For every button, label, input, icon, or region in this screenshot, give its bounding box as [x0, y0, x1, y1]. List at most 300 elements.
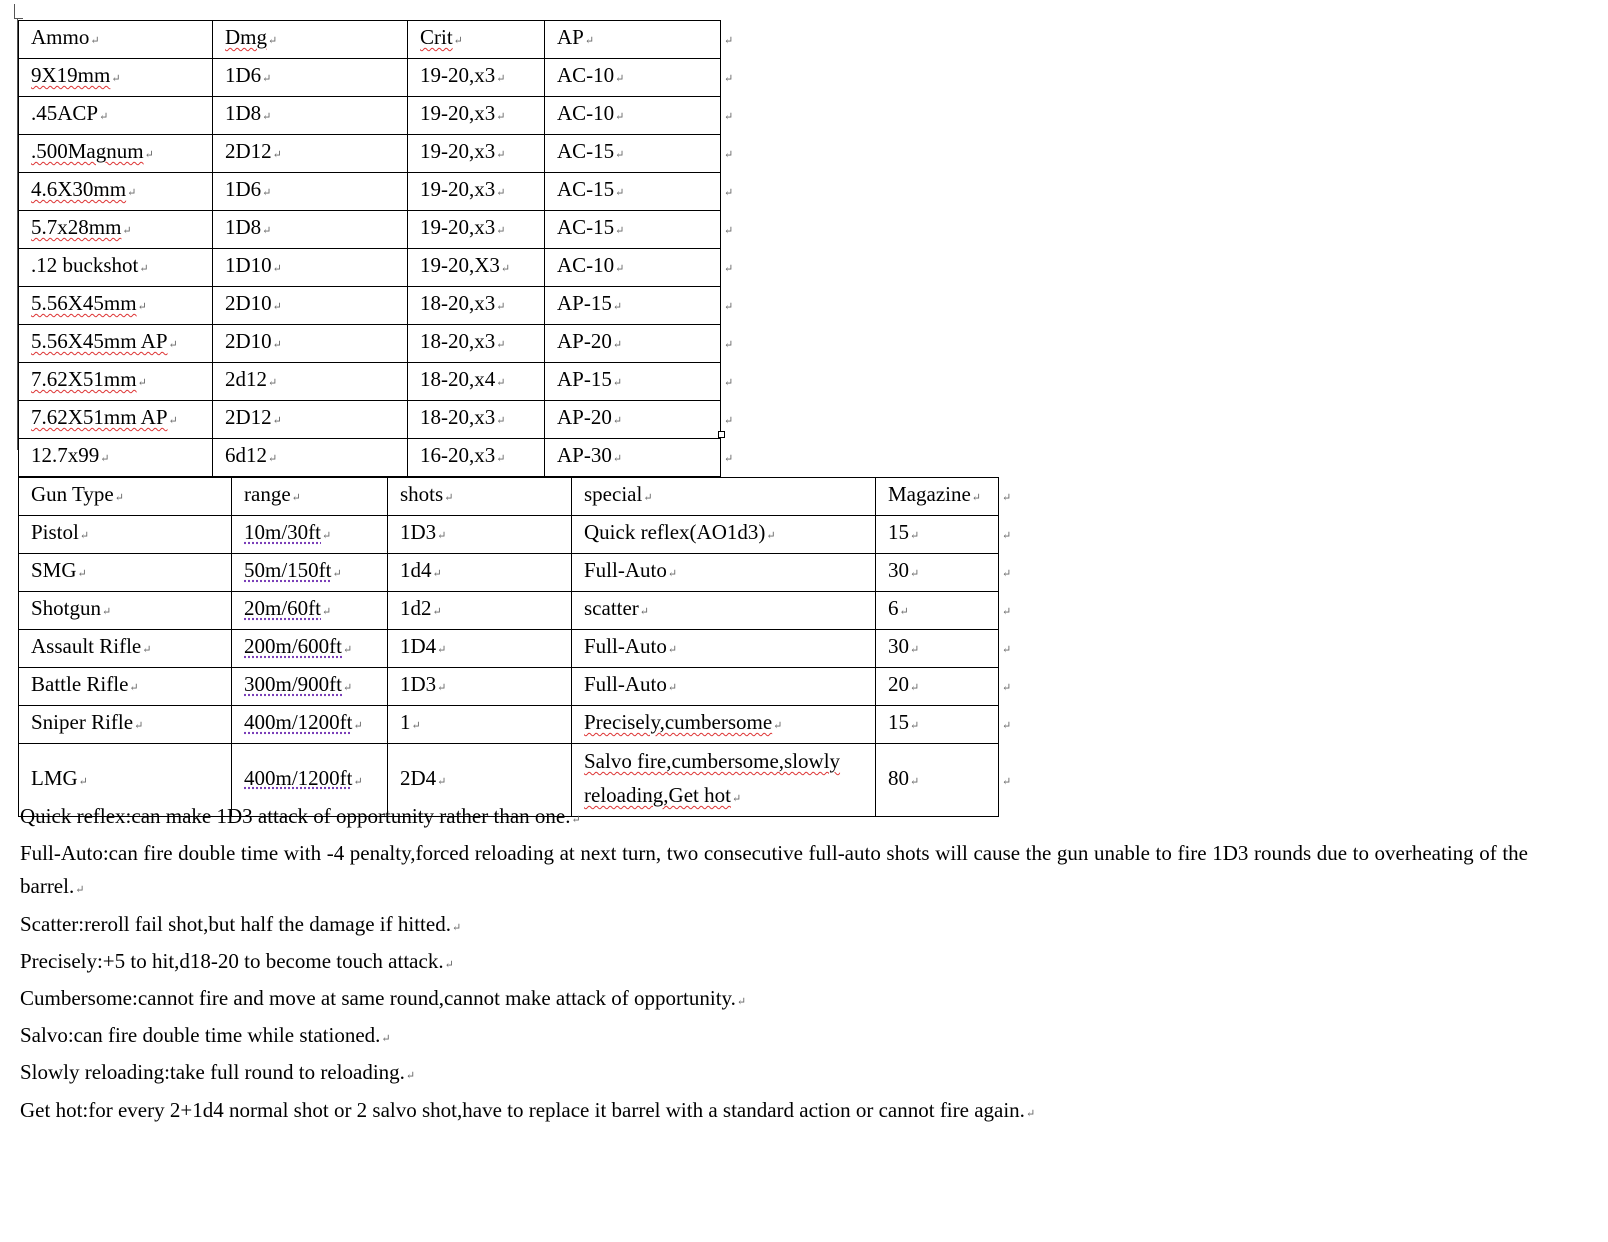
- cell-text: 2d12: [225, 367, 267, 391]
- cell-text: 2D12: [225, 139, 272, 163]
- ammo_table-cell: [213, 135, 408, 173]
- paragraph-mark: ↵: [496, 301, 506, 313]
- cell-text: AP-20: [557, 405, 612, 429]
- cell-text: Full-Auto: [584, 558, 667, 582]
- ammo_table-header-cell: [19, 21, 213, 59]
- paragraph-mark: ↵: [766, 530, 776, 542]
- paragraph-mark: ↵: [137, 377, 147, 389]
- row-end-mark: [721, 59, 734, 97]
- ammo_table-cell: [408, 401, 545, 439]
- paragraph-mark: ↵: [1002, 530, 1012, 542]
- note-text: Quick reflex:can make 1D3 attack of opportunity rather than one.: [20, 804, 571, 828]
- cell-text: 20: [888, 672, 909, 696]
- ammo_table-header-cell: [213, 21, 408, 59]
- paragraph-mark: ↵: [724, 149, 734, 161]
- ammo_table-row: [19, 135, 734, 173]
- gun_table-cell: [876, 668, 999, 706]
- gun_table-cell: [232, 668, 388, 706]
- note-text: Get hot:for every 2+1d4 normal shot or 2 salvo shot,have to replace it barrel with a standard action or cannot fire again.: [20, 1097, 1025, 1122]
- paragraph-mark: ↵: [134, 720, 144, 732]
- paragraph-mark: ↵: [496, 149, 506, 161]
- cell-text: 2D4: [400, 765, 437, 790]
- paragraph-mark: ↵: [496, 453, 506, 465]
- ammo_table-cell: [408, 325, 545, 363]
- cell-text: 5.7x28mm: [31, 215, 122, 239]
- cell-text: shots: [400, 482, 444, 506]
- ammo_table-cell: [408, 439, 545, 477]
- cell-text: 19-20,x3: [420, 139, 496, 163]
- paragraph-mark: ↵: [612, 415, 623, 427]
- ammo_table-cell: [408, 363, 545, 401]
- cell-text: 19-20,x3: [420, 177, 496, 201]
- paragraph-mark: ↵: [268, 377, 278, 389]
- ammo_table-cell: [213, 401, 408, 439]
- paragraph-mark: ↵: [724, 453, 734, 465]
- gun_table-cell: [572, 592, 876, 630]
- cell-text: 80: [888, 765, 909, 790]
- cell-text: Gun Type: [31, 482, 114, 506]
- gun_table-cell: [19, 554, 232, 592]
- paragraph-mark: ↵: [496, 415, 506, 427]
- cell-text: special: [584, 482, 643, 506]
- paragraph-mark: ↵: [910, 775, 920, 788]
- paragraph-mark: ↵: [432, 606, 442, 618]
- ammo_table-cell: [545, 363, 721, 401]
- paragraph-mark: ↵: [724, 263, 734, 275]
- paragraph-mark: ↵: [724, 111, 734, 123]
- note-paragraph: [20, 800, 1528, 837]
- row-end-mark: [721, 249, 734, 287]
- paragraph-mark: ↵: [639, 606, 650, 618]
- paragraph-mark: ↵: [731, 793, 742, 805]
- row-end-mark: [999, 668, 1012, 706]
- ammo_table-cell: [408, 287, 545, 325]
- ammo_table-row: [19, 439, 734, 477]
- cell-text: AP-15: [557, 367, 612, 391]
- gun_table-cell: [232, 592, 388, 630]
- ammo_table-cell: [545, 439, 721, 477]
- ammo_table-cell: [545, 173, 721, 211]
- ammo_table-header-cell: [545, 21, 721, 59]
- paragraph-mark: ↵: [437, 530, 447, 542]
- ammo_table-cell: [19, 439, 213, 477]
- cell-text: 16-20,x3: [420, 443, 496, 467]
- note-text: Salvo:can fire double time while stationed.: [20, 1023, 381, 1048]
- paragraph-mark: ↵: [1002, 720, 1012, 732]
- paragraph-mark: ↵: [262, 225, 272, 237]
- cell-text: AC-15: [557, 215, 615, 239]
- cell-text: Quick reflex(AO1d3): [584, 520, 766, 544]
- cell-text: 7.62X51mm AP: [31, 405, 168, 429]
- paragraph-mark: ↵: [615, 73, 625, 85]
- cell-text: 1d4: [400, 558, 432, 582]
- ammo_table-cell: [408, 211, 545, 249]
- cell-text: 1D3: [400, 672, 437, 696]
- ammo_table-cell: [545, 97, 721, 135]
- row-end-mark: [721, 21, 734, 59]
- gun_table-cell: [876, 592, 999, 630]
- paragraph-mark: ↵: [90, 35, 100, 47]
- paragraph-mark: ↵: [496, 187, 506, 199]
- paragraph-mark: ↵: [100, 453, 110, 465]
- cell-text: 6d12: [225, 443, 267, 467]
- cell-text: 18-20,x3: [420, 329, 496, 353]
- paragraph-mark: ↵: [615, 187, 625, 199]
- cell-text: 15: [888, 710, 909, 734]
- gun_table-header-row: [19, 478, 1012, 516]
- paragraph-mark: ↵: [77, 568, 87, 580]
- paragraph-mark: ↵: [667, 682, 678, 694]
- paragraph-mark: ↵: [272, 263, 282, 275]
- paragraph-mark: ↵: [496, 377, 506, 389]
- cell-text: SMG: [31, 558, 77, 582]
- cell-text: 1D8: [225, 101, 262, 125]
- cell-text: 20m/60ft: [244, 596, 321, 620]
- ammo_table-row: [19, 173, 734, 211]
- gun_table-cell: [19, 516, 232, 554]
- paragraph-mark: ↵: [899, 606, 909, 618]
- paragraph-mark: ↵: [272, 301, 282, 313]
- paragraph-mark: ↵: [102, 606, 112, 618]
- row-end-mark: [721, 135, 734, 173]
- ammo_table-cell: [213, 287, 408, 325]
- paragraph-mark: ↵: [910, 682, 920, 694]
- cell-text: Battle Rifle: [31, 672, 129, 696]
- paragraph-mark: ↵: [615, 111, 625, 123]
- gun_table-cell: [388, 592, 572, 630]
- row-end-mark: [999, 706, 1012, 744]
- cell-text: Sniper Rifle: [31, 710, 134, 734]
- gun_table-cell: [232, 630, 388, 668]
- paragraph-mark: ↵: [1025, 1107, 1036, 1120]
- gun_table-cell: [572, 554, 876, 592]
- paragraph-mark: ↵: [667, 644, 678, 656]
- paragraph-mark: ↵: [910, 530, 920, 542]
- ammo_table-cell: [408, 249, 545, 287]
- paragraph-mark: ↵: [129, 682, 139, 694]
- paragraph-mark: ↵: [584, 35, 595, 47]
- gun_table-cell: [876, 516, 999, 554]
- ammo_table-cell: [545, 325, 721, 363]
- cell-text: 18-20,x3: [420, 405, 496, 429]
- ammo_table-cell: [213, 325, 408, 363]
- paragraph-mark: ↵: [139, 263, 149, 275]
- paragraph-mark: ↵: [432, 568, 442, 580]
- ammo_table-cell: [19, 211, 213, 249]
- gun_table-header-cell: [232, 478, 388, 516]
- gun_table-cell: [232, 554, 388, 592]
- cell-text: 1D4: [400, 634, 437, 658]
- paragraph-mark: ↵: [353, 720, 363, 732]
- cell-text: AC-10: [557, 101, 615, 125]
- paragraph-mark: ↵: [343, 644, 353, 656]
- row-end-mark: [999, 592, 1012, 630]
- paragraph-mark: ↵: [142, 644, 152, 656]
- paragraph-mark: ↵: [1002, 568, 1012, 580]
- cell-text: LMG: [31, 765, 78, 790]
- paragraph-mark: ↵: [99, 111, 109, 123]
- cell-text: AP-20: [557, 329, 612, 353]
- row-end-mark: [721, 97, 734, 135]
- note-paragraph: [20, 1094, 1528, 1131]
- note-text: Scatter:reroll fail shot,but half the damage if hitted.: [20, 911, 451, 936]
- note-paragraph: [20, 1019, 1528, 1056]
- ammo_table-cell: [19, 363, 213, 401]
- note-paragraph: [20, 982, 1528, 1019]
- gun_table-cell: [388, 554, 572, 592]
- ammo_table-cell: [213, 439, 408, 477]
- cell-text: 19-20,X3: [420, 253, 500, 277]
- cell-text: 18-20,x3: [420, 291, 496, 315]
- cell-text: 10m/30ft: [244, 520, 321, 544]
- cell-text: AC-10: [557, 253, 615, 277]
- ammo_table-header-row: [19, 21, 734, 59]
- cell-text: Full-Auto: [584, 634, 667, 658]
- paragraph-mark: ↵: [437, 775, 447, 788]
- paragraph-mark: ↵: [451, 921, 462, 934]
- paragraph-mark: ↵: [773, 720, 783, 732]
- cell-text: Precisely,cumbersome: [584, 710, 773, 734]
- rules-notes: [20, 800, 1528, 1131]
- paragraph-mark: ↵: [291, 492, 301, 504]
- ammo_table-cell: [19, 401, 213, 439]
- paragraph-mark: ↵: [612, 301, 623, 313]
- note-paragraph: [20, 908, 1528, 945]
- paragraph-mark: ↵: [667, 568, 678, 580]
- gun_table-cell: [232, 516, 388, 554]
- cell-text: 4.6X30mm: [31, 177, 127, 201]
- ammo_table-cell: [213, 363, 408, 401]
- cell-text: 1D10: [225, 253, 272, 277]
- ammo_table-cell: [545, 211, 721, 249]
- paragraph-mark: ↵: [268, 35, 278, 47]
- paragraph-mark: ↵: [332, 568, 342, 580]
- paragraph-mark: ↵: [571, 814, 581, 826]
- ammo_table-row: [19, 401, 734, 439]
- gun_table-cell: [388, 630, 572, 668]
- note-text: Full-Auto:can fire double time with -4 penalty,forced reloading at next turn, two consecutive full-auto shots will cause the gun unable to fire 1D3 rounds due to overheating of the barrel.: [20, 841, 1528, 899]
- paragraph-mark: ↵: [724, 339, 734, 351]
- note-paragraph: [20, 1056, 1528, 1093]
- cell-text: AP: [557, 25, 584, 49]
- cell-text: 2D10: [225, 329, 272, 353]
- cell-text: Crit: [420, 25, 453, 49]
- gun_table-header-cell: [572, 478, 876, 516]
- cell-text: 7.62X51mm: [31, 367, 137, 391]
- paragraph-mark: ↵: [168, 415, 178, 427]
- cell-text: 400m/1200ft: [244, 765, 353, 790]
- ammo_table-row: [19, 211, 734, 249]
- ammo_table-cell: [408, 173, 545, 211]
- row-end-mark: [999, 516, 1012, 554]
- paragraph-mark: ↵: [910, 720, 920, 732]
- gun_table-cell: [388, 668, 572, 706]
- cell-text: 200m/600ft: [244, 634, 342, 658]
- cell-text: Dmg: [225, 25, 267, 49]
- note-paragraph: [20, 837, 1528, 907]
- note-text: Cumbersome:cannot fire and move at same round,cannot make attack of opportunity.: [20, 986, 736, 1011]
- ammo_table-row: [19, 97, 734, 135]
- row-end-mark: [721, 363, 734, 401]
- cell-text: 1D8: [225, 215, 262, 239]
- cell-text: 300m/900ft: [244, 672, 342, 696]
- ammo_table-cell: [545, 59, 721, 97]
- paragraph-mark: ↵: [496, 111, 506, 123]
- paragraph-mark: ↵: [1002, 682, 1012, 694]
- cell-text: 50m/150ft: [244, 558, 332, 582]
- ammo_table-cell: [19, 287, 213, 325]
- ammo_table-cell: [213, 59, 408, 97]
- paragraph-mark: ↵: [127, 187, 137, 199]
- paragraph-mark: ↵: [615, 263, 625, 275]
- paragraph-mark: ↵: [75, 884, 85, 897]
- paragraph-mark: ↵: [615, 225, 625, 237]
- ammo_table-cell: [213, 97, 408, 135]
- cell-text: 1D6: [225, 63, 262, 87]
- paragraph-mark: ↵: [910, 568, 920, 580]
- gun_table-row: [19, 516, 1012, 554]
- paragraph-mark: ↵: [724, 225, 734, 237]
- cell-text: 18-20,x4: [420, 367, 496, 391]
- paragraph-mark: ↵: [736, 996, 747, 1009]
- paragraph-mark: ↵: [643, 492, 653, 504]
- cell-text: 400m/1200ft: [244, 710, 353, 734]
- ammo_table-cell: [545, 249, 721, 287]
- margin-corner-mark: [14, 4, 23, 19]
- paragraph-mark: ↵: [137, 301, 147, 313]
- paragraph-mark: ↵: [144, 149, 154, 161]
- cell-text: 2D10: [225, 291, 272, 315]
- cell-text: 1d2: [400, 596, 432, 620]
- paragraph-mark: ↵: [910, 644, 920, 656]
- cell-text: Magazine: [888, 482, 971, 506]
- cell-text: 9X19mm: [31, 63, 111, 87]
- gun_table-row: [19, 554, 1012, 592]
- paragraph-mark: ↵: [79, 530, 90, 542]
- ammo_table-cell: [19, 59, 213, 97]
- ammo_table-cell: [408, 59, 545, 97]
- paragraph-mark: ↵: [437, 644, 447, 656]
- ammo_table-row: [19, 249, 734, 287]
- cell-text: AC-10: [557, 63, 615, 87]
- cell-text: 12.7x99: [31, 443, 100, 467]
- gun_table-cell: [388, 706, 572, 744]
- ammo_table-cell: [408, 135, 545, 173]
- cell-text: 30: [888, 558, 909, 582]
- ammo_table-cell: [19, 97, 213, 135]
- gun_table-header-cell: [19, 478, 232, 516]
- ammo_table-cell: [19, 249, 213, 287]
- paragraph-mark: ↵: [496, 225, 506, 237]
- cell-text: 19-20,x3: [420, 215, 496, 239]
- cell-text: 1: [400, 710, 411, 734]
- cell-text: 19-20,x3: [420, 63, 496, 87]
- gun_table-row: [19, 630, 1012, 668]
- ammo_table-cell: [213, 211, 408, 249]
- paragraph-mark: ↵: [114, 492, 124, 504]
- paragraph-mark: ↵: [322, 530, 332, 542]
- cell-text: Full-Auto: [584, 672, 667, 696]
- paragraph-mark: ↵: [724, 187, 734, 199]
- cell-text: AP-15: [557, 291, 612, 315]
- cell-text: AC-15: [557, 177, 615, 201]
- row-end-mark: [721, 325, 734, 363]
- paragraph-mark: ↵: [500, 263, 511, 275]
- row-end-mark: [721, 173, 734, 211]
- note-paragraph: [20, 945, 1528, 982]
- cell-text: range: [244, 482, 291, 506]
- gun_table-cell: [19, 592, 232, 630]
- cell-text: 1D6: [225, 177, 262, 201]
- ammo_table-cell: [19, 173, 213, 211]
- paragraph-mark: ↵: [411, 720, 421, 732]
- gun_table-cell: [572, 706, 876, 744]
- row-end-mark: [999, 554, 1012, 592]
- paragraph-mark: ↵: [405, 1070, 416, 1083]
- paragraph-mark: ↵: [453, 35, 463, 47]
- paragraph-mark: ↵: [1002, 644, 1012, 656]
- paragraph-mark: ↵: [1002, 606, 1012, 618]
- gun_table-row: [19, 706, 1012, 744]
- table-resize-handle[interactable]: [718, 431, 725, 438]
- paragraph-mark: ↵: [612, 453, 623, 465]
- paragraph-mark: ↵: [262, 111, 272, 123]
- row-end-mark: [721, 211, 734, 249]
- ammo_table-row: [19, 59, 734, 97]
- paragraph-mark: ↵: [724, 415, 734, 427]
- ammo_table-cell: [213, 173, 408, 211]
- cell-text: AC-15: [557, 139, 615, 163]
- paragraph-mark: ↵: [272, 149, 282, 161]
- paragraph-mark: ↵: [724, 301, 734, 313]
- paragraph-mark: ↵: [971, 492, 982, 504]
- cell-text: Salvo fire,cumbersome,slowly reloading,Get hot: [584, 749, 841, 807]
- gun_table-cell: [572, 668, 876, 706]
- paragraph-mark: ↵: [496, 339, 506, 351]
- paragraph-mark: ↵: [444, 492, 454, 504]
- cell-text: .45ACP: [31, 101, 99, 125]
- cell-text: 15: [888, 520, 909, 544]
- paragraph-mark: ↵: [262, 73, 272, 85]
- cell-text: 5.56X45mm AP: [31, 329, 168, 353]
- cell-text: .500Magnum: [31, 139, 144, 163]
- paragraph-mark: ↵: [1002, 775, 1012, 788]
- ammo_table-row: [19, 287, 734, 325]
- cell-text: 1D3: [400, 520, 437, 544]
- gun_table-cell: [876, 706, 999, 744]
- paragraph-mark: ↵: [1002, 492, 1012, 504]
- gun_table-cell: [876, 630, 999, 668]
- paragraph-mark: ↵: [272, 339, 282, 351]
- ammo_table-cell: [408, 97, 545, 135]
- paragraph-mark: ↵: [268, 453, 278, 465]
- gun_table-cell: [876, 554, 999, 592]
- paragraph-mark: ↵: [612, 339, 623, 351]
- ammo_table-row: [19, 363, 734, 401]
- gun_table-header-cell: [388, 478, 572, 516]
- paragraph-mark: ↵: [496, 73, 506, 85]
- cell-text: Pistol: [31, 520, 79, 544]
- gun-table: [18, 477, 1012, 817]
- row-end-mark: [721, 439, 734, 477]
- paragraph-mark: ↵: [262, 187, 272, 199]
- paragraph-mark: ↵: [724, 35, 734, 47]
- ammo_table-cell: [19, 325, 213, 363]
- paragraph-mark: ↵: [111, 73, 121, 85]
- cell-text: Ammo: [31, 25, 90, 49]
- paragraph-mark: ↵: [612, 377, 623, 389]
- cell-text: .12 buckshot: [31, 253, 139, 277]
